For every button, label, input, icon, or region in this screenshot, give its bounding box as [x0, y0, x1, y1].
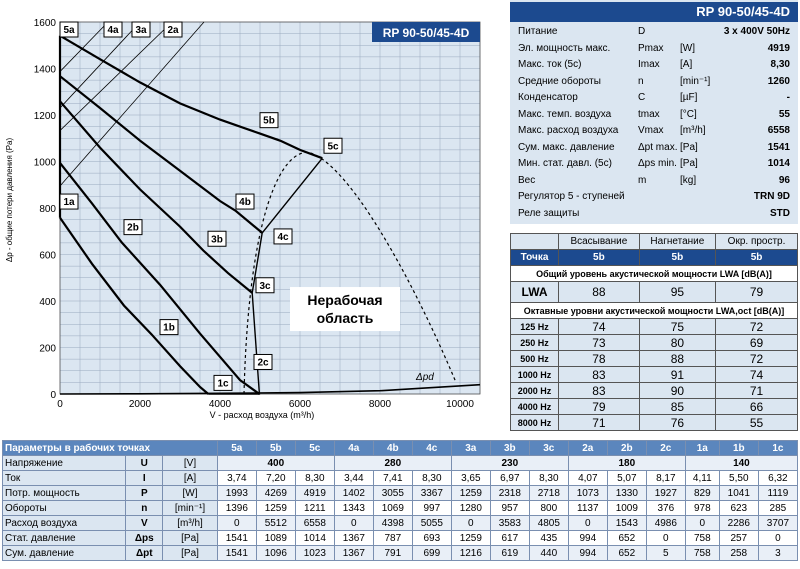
spec-symbol: Imax — [638, 59, 660, 70]
param-value: 994 — [568, 531, 607, 546]
param-value: 180 — [568, 456, 685, 471]
param-value: 623 — [719, 501, 758, 516]
acoustic-column-header: Окр. простр. — [716, 234, 798, 250]
spec-unit: [m³/h] — [680, 125, 706, 136]
param-name: Расход воздуха — [3, 516, 126, 531]
y-tick-label: 1600 — [33, 18, 56, 29]
octave-freq: 1000 Hz — [511, 367, 559, 383]
param-value: 4398 — [373, 516, 412, 531]
operating-point-header: 5c — [295, 441, 334, 456]
spec-value: 3 x 400V 50Hz — [723, 26, 790, 37]
param-name: Обороты — [3, 501, 126, 516]
spec-unit: [W] — [680, 42, 695, 54]
octave-row — [511, 383, 798, 399]
operating-row — [3, 486, 798, 501]
param-value: 2718 — [529, 486, 568, 501]
param-symbol: V — [126, 516, 163, 531]
octave-value: 72 — [716, 319, 798, 335]
acoustic-table — [510, 233, 798, 431]
spec-symbol: C — [638, 92, 646, 103]
spec-value: 96 — [778, 174, 790, 186]
param-value: 800 — [529, 501, 568, 516]
point-label-1a: 1a — [63, 197, 75, 209]
param-value: 1367 — [334, 546, 373, 561]
operating-point-header: 5a — [217, 441, 256, 456]
param-value: 5512 — [256, 516, 295, 531]
x-tick-label: 2000 — [128, 399, 152, 410]
param-value: 285 — [758, 501, 797, 516]
acoustic-point: 5b — [639, 250, 715, 266]
operating-point-header: 2a — [568, 441, 607, 456]
octave-value: 91 — [639, 367, 715, 383]
spec-row — [510, 107, 798, 123]
param-value: 1073 — [568, 486, 607, 501]
param-value: 5,07 — [607, 471, 646, 486]
param-value: 0 — [217, 516, 256, 531]
param-unit: [W] — [163, 486, 218, 501]
octave-freq: 125 Hz — [511, 319, 559, 335]
param-value: 1259 — [451, 486, 490, 501]
spec-value: 8,30 — [770, 59, 790, 70]
param-name: Стат. давление — [3, 531, 126, 546]
acoustic-point: 5b — [559, 250, 640, 266]
model-name: RP 90-50/45-4D — [696, 4, 790, 19]
param-value: 4269 — [256, 486, 295, 501]
param-value: 0 — [685, 516, 719, 531]
param-value: 4919 — [295, 486, 334, 501]
spec-label: Средние обороты — [518, 75, 601, 87]
param-value: 652 — [607, 546, 646, 561]
param-value: 1041 — [719, 486, 758, 501]
param-value: 1023 — [295, 546, 334, 561]
y-tick-label: 1000 — [33, 157, 56, 169]
spec-value: - — [786, 92, 790, 103]
point-label: Точка — [511, 250, 559, 266]
param-value: 3707 — [758, 516, 797, 531]
spec-value: 1014 — [767, 158, 790, 169]
x-tick-label: 10000 — [446, 399, 474, 410]
param-value: 5055 — [412, 516, 451, 531]
point-label-5a: 5a — [63, 25, 75, 36]
param-value: 1259 — [256, 501, 295, 516]
param-unit: [V] — [163, 456, 218, 471]
param-symbol: n — [126, 501, 163, 516]
spec-unit: [kg] — [680, 174, 697, 186]
param-value: 5,50 — [719, 471, 758, 486]
param-value: 1343 — [334, 501, 373, 516]
operating-row — [3, 501, 798, 516]
octave-value: 72 — [716, 351, 798, 367]
point-label-2b: 2b — [127, 222, 139, 234]
point-label-5c: 5c — [327, 141, 339, 153]
corner-cell — [511, 234, 559, 250]
param-value: 693 — [412, 531, 451, 546]
octave-value: 71 — [716, 383, 798, 399]
spec-value: 4919 — [767, 42, 790, 54]
operating-row — [3, 546, 798, 561]
param-value: 3,65 — [451, 471, 490, 486]
point-label-3a: 3a — [135, 25, 147, 36]
param-value: 5 — [646, 546, 685, 561]
operating-point-header: 1c — [758, 441, 797, 456]
spec-unit: [µF] — [680, 92, 698, 103]
acoustic-header-row — [511, 234, 798, 250]
spec-value: 55 — [778, 108, 790, 120]
param-value: 699 — [412, 546, 451, 561]
octave-row — [511, 335, 798, 351]
acoustic-column-header: Всасывание — [559, 234, 640, 250]
x-tick-label: 6000 — [288, 399, 312, 410]
param-value: 8,30 — [295, 471, 334, 486]
spec-label: Регулятор 5 - ступеней — [518, 191, 625, 202]
param-unit: [m³/h] — [163, 516, 218, 531]
param-symbol: I — [126, 471, 163, 486]
param-value: 6558 — [295, 516, 334, 531]
octave-freq: 500 Hz — [511, 351, 559, 367]
operating-points-table — [2, 440, 798, 561]
octave-freq: 2000 Hz — [511, 383, 559, 399]
param-value: 978 — [685, 501, 719, 516]
spec-symbol: m — [638, 174, 647, 186]
spec-row — [510, 140, 798, 156]
acoustic-column-header: Нагнетание — [639, 234, 715, 250]
octave-value: 75 — [639, 319, 715, 335]
param-unit: [A] — [163, 471, 218, 486]
operating-header-row — [3, 441, 798, 456]
acoustic-total-banner — [511, 266, 798, 282]
spec-label: Реле защиты — [518, 207, 580, 219]
param-value: 1096 — [256, 546, 295, 561]
spec-label: Макс. расход воздуха — [518, 125, 619, 136]
operating-point-header: 5b — [256, 441, 295, 456]
param-symbol: P — [126, 486, 163, 501]
spec-unit: [°C] — [680, 108, 697, 120]
y-tick-label: 600 — [39, 250, 56, 262]
lwa-value: 79 — [716, 282, 798, 303]
param-value: 1014 — [295, 531, 334, 546]
octave-value: 83 — [559, 383, 640, 399]
param-value: 8,30 — [412, 471, 451, 486]
param-value: 1541 — [217, 546, 256, 561]
x-tick-label: 0 — [57, 399, 63, 410]
spec-value: STD — [770, 207, 790, 219]
spec-label: Мин. стат. давл. (5c) — [518, 158, 612, 169]
param-name: Сум. давление — [3, 546, 126, 561]
x-tick-label: 8000 — [368, 399, 392, 410]
param-value: 6,97 — [490, 471, 529, 486]
param-value: 1137 — [568, 501, 607, 516]
spec-label: Макс. ток (5c) — [518, 59, 582, 70]
spec-row — [510, 41, 798, 57]
octave-value: 80 — [639, 335, 715, 351]
param-value: 3583 — [490, 516, 529, 531]
spec-row — [510, 57, 798, 73]
octave-value: 85 — [639, 399, 715, 415]
point-label-2c: 2c — [257, 357, 269, 369]
spec-unit: [min⁻¹] — [680, 75, 711, 87]
operating-point-header: 3c — [529, 441, 568, 456]
octave-value: 74 — [559, 319, 640, 335]
operating-point-header: 3a — [451, 441, 490, 456]
spec-row — [510, 90, 798, 106]
param-value: 4,07 — [568, 471, 607, 486]
octave-value: 71 — [559, 415, 640, 431]
param-value: 1927 — [646, 486, 685, 501]
spec-symbol: Δpt max. — [638, 141, 678, 153]
param-value: 0 — [646, 531, 685, 546]
y-tick-label: 1200 — [33, 111, 56, 122]
param-unit: [min⁻¹] — [163, 501, 218, 516]
spec-row — [510, 123, 798, 139]
octave-row — [511, 415, 798, 431]
param-name: Ток — [3, 471, 126, 486]
param-value: 140 — [685, 456, 797, 471]
point-label-4b: 4b — [239, 197, 251, 209]
operating-row — [3, 531, 798, 546]
operating-row — [3, 471, 798, 486]
octave-value: 83 — [559, 367, 640, 383]
y-axis-label: Δp - общие потери давления (Pa) — [5, 137, 14, 263]
param-value: 3055 — [373, 486, 412, 501]
spec-label: Макс. темп. воздуха — [518, 108, 612, 120]
y-tick-label: 1400 — [33, 64, 56, 76]
x-tick-label: 4000 — [208, 399, 232, 410]
param-value: 376 — [646, 501, 685, 516]
y-tick-label: 400 — [39, 297, 56, 308]
param-value: 619 — [490, 546, 529, 561]
param-value: 994 — [568, 546, 607, 561]
param-value: 1330 — [607, 486, 646, 501]
y-tick-label: 0 — [50, 390, 56, 401]
operating-title: Параметры в рабочих точках — [3, 441, 218, 456]
point-label-3c: 3c — [259, 280, 271, 292]
param-value: 8,30 — [529, 471, 568, 486]
octave-value: 88 — [639, 351, 715, 367]
param-value: 1259 — [451, 531, 490, 546]
param-value: 997 — [412, 501, 451, 516]
param-value: 829 — [685, 486, 719, 501]
point-label-1c: 1c — [217, 378, 229, 390]
octave-row — [511, 399, 798, 415]
octave-value: 73 — [559, 335, 640, 351]
param-value: 1211 — [295, 501, 334, 516]
spec-value: 6558 — [767, 125, 790, 136]
octave-title: Октавные уровни акустической мощности LWA,oct [dB(A)] — [511, 303, 798, 319]
point-label-2a: 2a — [167, 25, 179, 36]
param-value: 7,41 — [373, 471, 412, 486]
octave-freq: 8000 Hz — [511, 415, 559, 431]
param-value: 617 — [490, 531, 529, 546]
param-value: 1216 — [451, 546, 490, 561]
octave-freq: 4000 Hz — [511, 399, 559, 415]
spec-symbol: Vmax — [638, 125, 664, 136]
param-value: 0 — [451, 516, 490, 531]
acoustic-point: 5b — [716, 250, 798, 266]
spec-label: Питание — [518, 26, 558, 37]
param-value: 435 — [529, 531, 568, 546]
operating-point-header: 4b — [373, 441, 412, 456]
y-tick-label: 800 — [39, 204, 56, 215]
param-value: 7,20 — [256, 471, 295, 486]
point-label-3b: 3b — [211, 234, 223, 246]
param-value: 440 — [529, 546, 568, 561]
param-unit: [Pa] — [163, 531, 218, 546]
spec-row — [510, 74, 798, 90]
acoustic-lwa-row — [511, 282, 798, 303]
param-name: Потр. мощность — [3, 486, 126, 501]
operating-point-header: 4a — [334, 441, 373, 456]
spec-symbol: Pmax — [638, 42, 664, 54]
operating-point-header: 4c — [412, 441, 451, 456]
acoustic-point-row — [511, 250, 798, 266]
param-value: 4,11 — [685, 471, 719, 486]
param-value: 1089 — [256, 531, 295, 546]
param-value: 1396 — [217, 501, 256, 516]
spec-value: 1541 — [767, 141, 790, 153]
octave-value: 79 — [559, 399, 640, 415]
spec-symbol: n — [638, 75, 644, 87]
param-value: 758 — [685, 546, 719, 561]
param-value: 258 — [719, 546, 758, 561]
point-label-4a: 4a — [107, 25, 119, 36]
operating-point-header: 2b — [607, 441, 646, 456]
fan-curve-chart — [0, 0, 508, 440]
param-value: 1367 — [334, 531, 373, 546]
chart-title: RP 90-50/45-4D — [382, 26, 470, 40]
x-axis-label: V - расход воздуха (m³/h) — [209, 410, 315, 420]
param-value: 3,74 — [217, 471, 256, 486]
param-value: 8,17 — [646, 471, 685, 486]
param-value: 1993 — [217, 486, 256, 501]
spec-value: 1260 — [767, 75, 790, 87]
point-label-4c: 4c — [277, 231, 289, 243]
param-value: 652 — [607, 531, 646, 546]
spec-unit: [A] — [680, 59, 693, 70]
param-value: 3367 — [412, 486, 451, 501]
spec-symbol: Δps min. — [638, 158, 677, 169]
lwa-value: 95 — [639, 282, 715, 303]
param-symbol: Δps — [126, 531, 163, 546]
operating-point-header: 3b — [490, 441, 529, 456]
operating-point-header: 1a — [685, 441, 719, 456]
param-value: 1280 — [451, 501, 490, 516]
param-value: 1119 — [758, 486, 797, 501]
param-value: 400 — [217, 456, 334, 471]
param-value: 0 — [758, 531, 797, 546]
param-value: 1009 — [607, 501, 646, 516]
octave-value: 90 — [639, 383, 715, 399]
operating-row — [3, 516, 798, 531]
param-value: 1402 — [334, 486, 373, 501]
param-value: 787 — [373, 531, 412, 546]
param-value: 758 — [685, 531, 719, 546]
operating-point-header: 2c — [646, 441, 685, 456]
octave-row — [511, 319, 798, 335]
param-unit: [Pa] — [163, 546, 218, 561]
spec-label: Конденсатор — [518, 92, 578, 103]
lwa-value: 88 — [559, 282, 640, 303]
param-value: 0 — [568, 516, 607, 531]
octave-row — [511, 351, 798, 367]
param-value: 3 — [758, 546, 797, 561]
octave-freq: 250 Hz — [511, 335, 559, 351]
octave-value: 76 — [639, 415, 715, 431]
param-symbol: Δpt — [126, 546, 163, 561]
annotation-line: область — [316, 310, 374, 327]
param-value: 280 — [334, 456, 451, 471]
param-value: 791 — [373, 546, 412, 561]
param-value: 1543 — [607, 516, 646, 531]
param-value: 6,32 — [758, 471, 797, 486]
spec-symbol: tmax — [638, 108, 660, 120]
param-value: 4986 — [646, 516, 685, 531]
point-label-5b: 5b — [263, 115, 275, 127]
spec-row — [510, 156, 798, 172]
spec-value: TRN 9D — [753, 191, 790, 202]
octave-value: 69 — [716, 335, 798, 351]
param-value: 230 — [451, 456, 568, 471]
point-label-1b: 1b — [163, 322, 175, 334]
dp-label: Δpd — [416, 372, 434, 384]
spec-symbol: D — [638, 26, 646, 37]
octave-value: 66 — [716, 399, 798, 415]
acoustic-octave-banner — [511, 303, 798, 319]
octave-value: 55 — [716, 415, 798, 431]
spec-row — [510, 206, 798, 222]
total-title: Общий уровень акустической мощности LWA [dB(A)] — [511, 266, 798, 282]
spec-label: Эл. мощность макс. — [518, 42, 611, 54]
param-value: 957 — [490, 501, 529, 516]
param-value: 2318 — [490, 486, 529, 501]
spec-unit: [Pa] — [680, 141, 698, 153]
param-value: 2286 — [719, 516, 758, 531]
spec-row — [510, 24, 798, 40]
spec-label: Вес — [518, 174, 536, 186]
operating-row — [3, 456, 798, 471]
param-name: Напряжение — [3, 456, 126, 471]
param-value: 0 — [334, 516, 373, 531]
octave-value: 74 — [716, 367, 798, 383]
param-symbol: U — [126, 456, 163, 471]
param-value: 257 — [719, 531, 758, 546]
spec-row — [510, 173, 798, 189]
param-value: 1541 — [217, 531, 256, 546]
octave-row — [511, 367, 798, 383]
spec-unit: [Pa] — [680, 158, 698, 169]
octave-value: 78 — [559, 351, 640, 367]
lwa-label: LWA — [511, 282, 559, 303]
param-value: 3,44 — [334, 471, 373, 486]
operating-point-header: 1b — [719, 441, 758, 456]
annotation-line: Нерабочая — [307, 292, 383, 309]
spec-header — [510, 2, 798, 22]
y-tick-label: 200 — [39, 343, 56, 355]
spec-row — [510, 189, 798, 205]
param-value: 1069 — [373, 501, 412, 516]
spec-label: Сум. макс. давление — [518, 141, 615, 153]
param-value: 4805 — [529, 516, 568, 531]
